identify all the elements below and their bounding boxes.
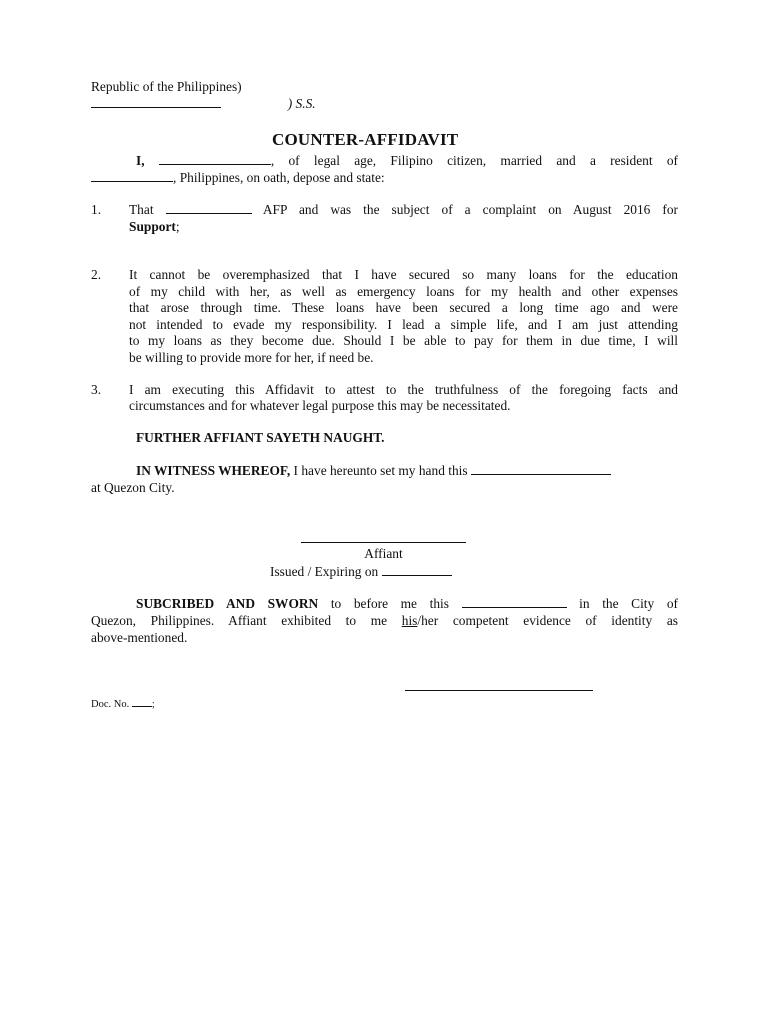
issued-expiring	[270, 564, 452, 581]
item-1-post: AFP and was the subject of a complaint on August 2016 for	[262, 202, 678, 217]
item-1-line-2	[129, 219, 180, 236]
issued-label: Issued / Expiring on	[270, 564, 379, 579]
item-1-bold: Support	[129, 219, 176, 234]
item-1-end: ;	[175, 219, 180, 234]
intro-i: I,	[136, 153, 145, 168]
item-3-line: I am executing this Affidavit to attest to the truthfulness of the foregoing facts and	[129, 382, 678, 397]
affiant-signature-line	[301, 542, 466, 543]
item-1-line-1	[129, 202, 678, 219]
his-underlined: his	[401, 613, 418, 628]
witness-date-blank	[471, 463, 611, 475]
item-1-number: 1.	[91, 202, 102, 217]
doc-no-label: Doc. No.	[91, 699, 130, 710]
doc-no: Doc. No. ;	[91, 699, 155, 710]
doc-no-blank	[132, 697, 152, 707]
witness-bold: IN WITNESS WHEREOF,	[136, 463, 291, 478]
caption-republic: Republic of the Philippines)	[91, 79, 242, 94]
item-2-line: to my loans as they become due. Should I be able to pay for them in due time, I will	[129, 333, 678, 348]
affiant-label: Affiant	[364, 546, 403, 561]
item-2-number: 2.	[91, 267, 102, 282]
name-blank	[159, 153, 271, 165]
caption-ss: ) S.S.	[287, 96, 316, 111]
subscribed-line-3: above-mentioned.	[91, 630, 188, 645]
intro-text-1: , of legal age, Filipino citizen, married and a resident of	[270, 153, 678, 168]
subscribed-text-2: in the City of	[579, 596, 678, 611]
venue-blank	[91, 96, 221, 108]
caption-venue-line	[91, 96, 316, 113]
intro-text-2: , Philippines, on oath, depose and state:	[173, 170, 385, 185]
subscribed-text-1: to before me this	[330, 596, 449, 611]
notary-signature-line	[405, 690, 593, 691]
witness-line-2: at Quezon City.	[91, 480, 175, 495]
intro-line-1	[91, 153, 678, 170]
item-2-line: that arose through time. These loans have been secured a long time ago and were	[129, 300, 678, 315]
item-2-line: be willing to provide more for her, if need be.	[129, 350, 374, 365]
subscribed-date-blank	[462, 596, 567, 608]
item-3-number: 3.	[91, 382, 102, 397]
subscribed-line-1	[91, 596, 678, 613]
item-2-line: It cannot be overemphasized that I have secured so many loans for the education	[129, 267, 678, 282]
subscribed-line-2: Quezon, Philippines. Affiant exhibited to me his/her competent evidence of identity as	[91, 613, 678, 628]
further-affiant: FURTHER AFFIANT SAYETH NAUGHT.	[136, 430, 385, 445]
item-2-line: not intended to evade my responsibility. I lead a simple life, and I am just attending	[129, 317, 678, 332]
item-1-blank	[166, 202, 252, 214]
item-1-pre: That	[129, 202, 154, 217]
item-2-line: of my child with her, as well as emergency loans for my health and other expenses	[129, 284, 678, 299]
item-3-line: circumstances and for whatever legal purpose this may be necessitated.	[129, 398, 511, 413]
subscribed-bold: SUBCRIBED AND SWORN	[136, 596, 319, 611]
intro-line-2	[91, 170, 385, 187]
residence-blank	[91, 170, 173, 182]
issued-blank	[382, 564, 452, 576]
witness-text: I have hereunto set my hand this	[293, 463, 468, 478]
witness-line-1	[136, 463, 611, 480]
document-title: COUNTER-AFFIDAVIT	[272, 130, 459, 149]
